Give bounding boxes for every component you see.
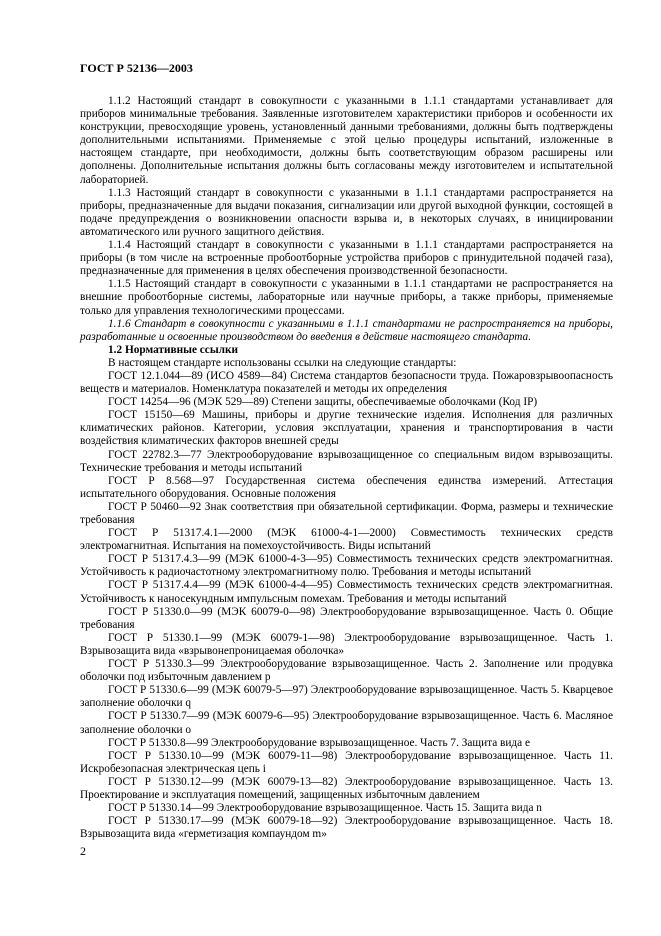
reference-item: ГОСТ Р 51317.4.3—99 (МЭК 61000-4-3—95) Совместимость технических средств электромагнитная. Устойчивость к радиочастотному электромагнитному полю. Требования и методы испытаний: [80, 553, 613, 579]
reference-item: ГОСТ Р 51330.14—99 Электрооборудование взрывозащищенное. Часть 15. Защита вида n: [108, 802, 542, 815]
section-intro: В настоящем стандарте использованы ссылки на следующие стандарты:: [108, 356, 457, 369]
paragraph-1-1-6: 1.1.6 Стандарт в совокупности с указанными в 1.1.1 стандартами не распространяется на приборы, разработанные и освоенные производством до введения в действие настоящего стандарта.: [80, 317, 613, 343]
document-header: ГОСТ Р 52136—2003: [80, 61, 193, 75]
reference-item: ГОСТ Р 8.568—97 Государственная система обеспечения единства измерений. Аттестация испытательного оборудования. Основные положения: [80, 474, 613, 500]
reference-item: ГОСТ Р 51330.3—99 Электрооборудование взрывозащищенное. Часть 2. Заполнение или продувка оболочки под избыточным давлением p: [80, 658, 613, 684]
paragraph-1-1-2: 1.1.2 Настоящий стандарт в совокупности с указанными в 1.1.1 стандартами устанавливает для приборов минимальные требования. Заявленные изготовителем характеристики приборов и особенности их конструкции, превосходящие уровень, установленный данными требованиями, должны быть подтверждены дополнительными испытаниями. Применяемые с этой целью процедуры испытаний, изложенные в настоящем стандарте, при необходимости, должны быть соответствующим образом расширены или дополнены. Дополнительные испытания должны быть согласованы между изготовителем и испытательной лабораторией.: [80, 95, 613, 186]
reference-item: ГОСТ Р 51330.8—99 Электрооборудование взрывозащищенное. Часть 7. Защита вида e: [108, 736, 531, 749]
section-heading: 1.2 Нормативные ссылки: [108, 343, 238, 356]
reference-item: ГОСТ 22782.3—77 Электрооборудование взрывозащищенное со специальным видом взрывозащиты. Технические требования и методы испытаний: [80, 448, 613, 474]
reference-item: ГОСТ Р 51330.7—99 (МЭК 60079-6—95) Электрооборудование взрывозащищенное. Часть 6. Масляное заполнение оболочки o: [80, 710, 613, 736]
paragraph-1-1-3: 1.1.3 Настоящий стандарт в совокупности с указанными в 1.1.1 стандартами распространяется на приборы, предназначенные для выдачи показания, сигнализации или другой выходной функции, состоящей в подаче предупреждения о возникновении опасности взрыва и, в некоторых случаях, в инициировании автоматического или ручного защитного действия.: [80, 186, 613, 238]
reference-item: ГОСТ Р 51330.6—99 (МЭК 60079-5—97) Электрооборудование взрывозащищенное. Часть 5. Кварцевое заполнение оболочки q: [80, 684, 613, 710]
paragraph-1-1-5: 1.1.5 Настоящий стандарт в совокупности с указанными в 1.1.1 стандартами не распространяется на внешние пробоотборные системы, лабораторные или научные приборы, а также приборы, применяемые только для управления технологическими процессами.: [80, 278, 613, 317]
reference-item: ГОСТ 15150—69 Машины, приборы и другие технические изделия. Исполнения для различных климатических районов. Категории, условия эксплуатации, хранения и транспортирования в части воздействия климатических факторов внешней среды: [80, 409, 613, 448]
reference-item: ГОСТ 14254—96 (МЭК 529—89) Степени защиты, обеспечиваемые оболочками (Код IP): [108, 396, 538, 409]
page-number: 2: [80, 844, 86, 858]
reference-item: ГОСТ Р 51330.10—99 (МЭК 60079-11—98) Электрооборудование взрывозащищенное. Часть 11. Искробезопасная электрическая цепь i: [80, 749, 613, 775]
reference-item: ГОСТ Р 51330.12—99 (МЭК 60079-13—82) Электрооборудование взрывозащищенное. Часть 13. Проектирование и эксплуатация помещений, защищенных избыточным давлением: [80, 775, 613, 801]
reference-item: ГОСТ Р 50460—92 Знак соответствия при обязательной сертификации. Форма, размеры и технические требования: [80, 500, 613, 526]
document-body: [80, 95, 613, 841]
paragraph-1-1-4: 1.1.4 Настоящий стандарт в совокупности с указанными в 1.1.1 стандартами распространяется на приборы (в том числе на встроенные пробоотборные устройства приборов с принудительной подачей газа), предназначенные для применения в целях обеспечения производственной безопасности.: [80, 239, 613, 278]
reference-item: ГОСТ 12.1.044—89 (ИСО 4589—84) Система стандартов безопасности труда. Пожаровзрывоопасность веществ и материалов. Номенклатура показателей и методы их определения: [80, 369, 613, 396]
reference-item: ГОСТ Р 51317.4.1—2000 (МЭК 61000-4-1—2000) Совместимость технических средств электромагнитная. Испытания на помехоустойчивость. Виды испытаний: [80, 527, 613, 553]
reference-item: ГОСТ Р 51330.17—99 (МЭК 60079-18—92) Электрооборудование взрывозащищенное. Часть 18. Взрывозащита вида «герметизация компаундом m»: [80, 815, 613, 841]
reference-item: ГОСТ Р 51317.4.4—99 (МЭК 61000-4-4—95) Совместимость технических средств электромагнитная. Устойчивость к наносекундным импульсным помехам. Требования и методы испытаний: [80, 579, 613, 605]
reference-item: ГОСТ Р 51330.1—99 (МЭК 60079-1—98) Электрооборудование взрывозащищенное. Часть 1. Взрывозащита вида «взрывонепроницаемая оболочка»: [80, 631, 613, 657]
reference-item: ГОСТ Р 51330.0—99 (МЭК 60079-0—98) Электрооборудование взрывозащищенное. Часть 0. Общие требования: [80, 605, 613, 631]
